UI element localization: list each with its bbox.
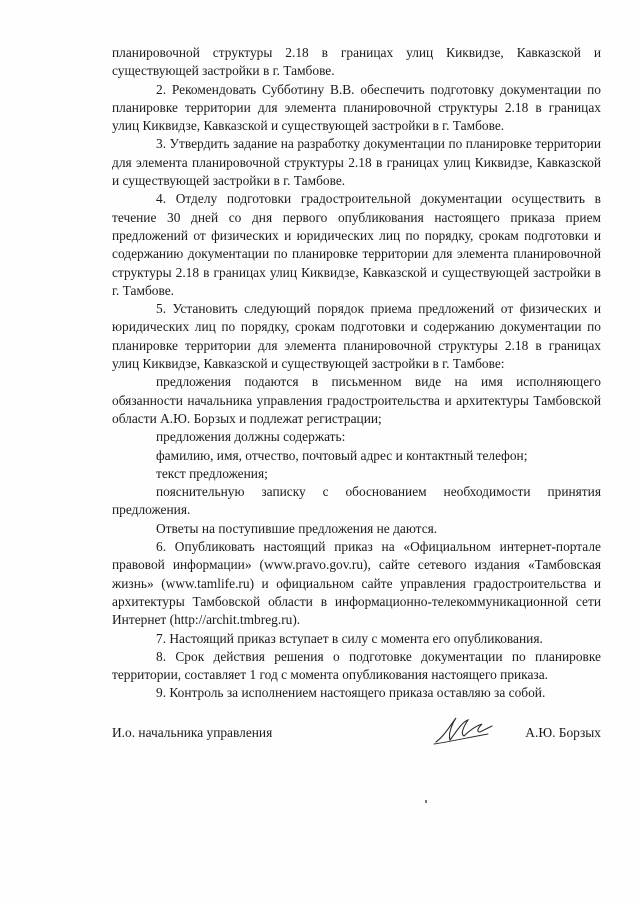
signature-block (112, 724, 601, 764)
scan-speck (425, 800, 427, 803)
paragraph-continuation: планировочной структуры 2.18 в границах улиц Киквидзе, Кавказской и существующей застройки в г. Тамбове. (112, 45, 601, 79)
paragraph-submission-form: предложения подаются в письменном виде на имя исполняющего обязанности начальника управления градостроительства и архитектуры Тамбовской области А.Ю. Борзых и подлежат регистрации; (112, 374, 601, 426)
paragraph-item-2: 2. Рекомендовать Субботину В.В. обеспечить подготовку документации по планировке территории для элемента планировочной структуры 2.18 в границах улиц Киквидзе, Кавказской и существующей застройки в г. Тамбове. (112, 81, 601, 134)
paragraph-contents-note: пояснительную записку с обоснованием необходимости принятия предложения. (112, 484, 601, 518)
paragraph-contents-text: текст предложения; (156, 465, 268, 481)
signatory-name: А.Ю. Борзых (525, 725, 601, 740)
paragraph-item-8: 8. Срок действия решения о подготовке документации по планировке территории, составляет 1 год с момента опубликования настоящего приказа. (112, 648, 601, 683)
paragraph-item-5: 5. Установить следующий порядок приема предложений от физических и юридических лиц по порядку, срокам подготовки и содержанию документации по планировке территории для элемента планировочной структуры 2.18 в границах улиц Киквидзе, Кавказской и существующей застройки в г. Тамбове: (112, 301, 601, 372)
paragraph-item-4: 4. Отделу подготовки градостроительной документации осуществить в течение 30 дней со дня первого опубликования настоящего приказа прием предложений от физических и юридических лиц по порядку, срокам подготовки и содержанию документации по планировке территории для элемента планировочной структуры 2.18 в границах улиц Киквидзе, Кавказской и существующей застройки в г. Тамбове. (112, 191, 601, 298)
paragraph-contents-name: фамилию, имя, отчество, почтовый адрес и контактный телефон; (156, 447, 528, 463)
paragraph-no-replies: Ответы на поступившие предложения не даются. (156, 520, 438, 536)
paragraph-item-6: 6. Опубликовать настоящий приказ на «Официальном интернет-портале правовой информации» (www.pravo.gov.ru), сайте сетевого издания «Тамбовская жизнь» (www.tamlife.ru) и официальном сайте управления градостроительства и архитектуры Тамбовской области в информационно-телекоммуникационной сети Интернет (http://archit.tmbreg.ru). (112, 539, 601, 628)
paragraph-item-3: 3. Утвердить задание на разработку документации по планировке территории для элемента планировочной структуры 2.18 в границах улиц Киквидзе, Кавказской и существующей застройки в г. Тамбове. (112, 136, 601, 189)
handwritten-signature (430, 712, 496, 748)
paragraph-item-9: 9. Контроль за исполнением настоящего приказа оставляю за собой. (156, 685, 546, 701)
signatory-title: И.о. начальника управления (112, 725, 273, 740)
document-body (112, 44, 601, 703)
paragraph-contents-heading: предложения должны содержать: (156, 429, 346, 445)
paragraph-item-7: 7. Настоящий приказ вступает в силу с момента его опубликования. (156, 630, 543, 646)
